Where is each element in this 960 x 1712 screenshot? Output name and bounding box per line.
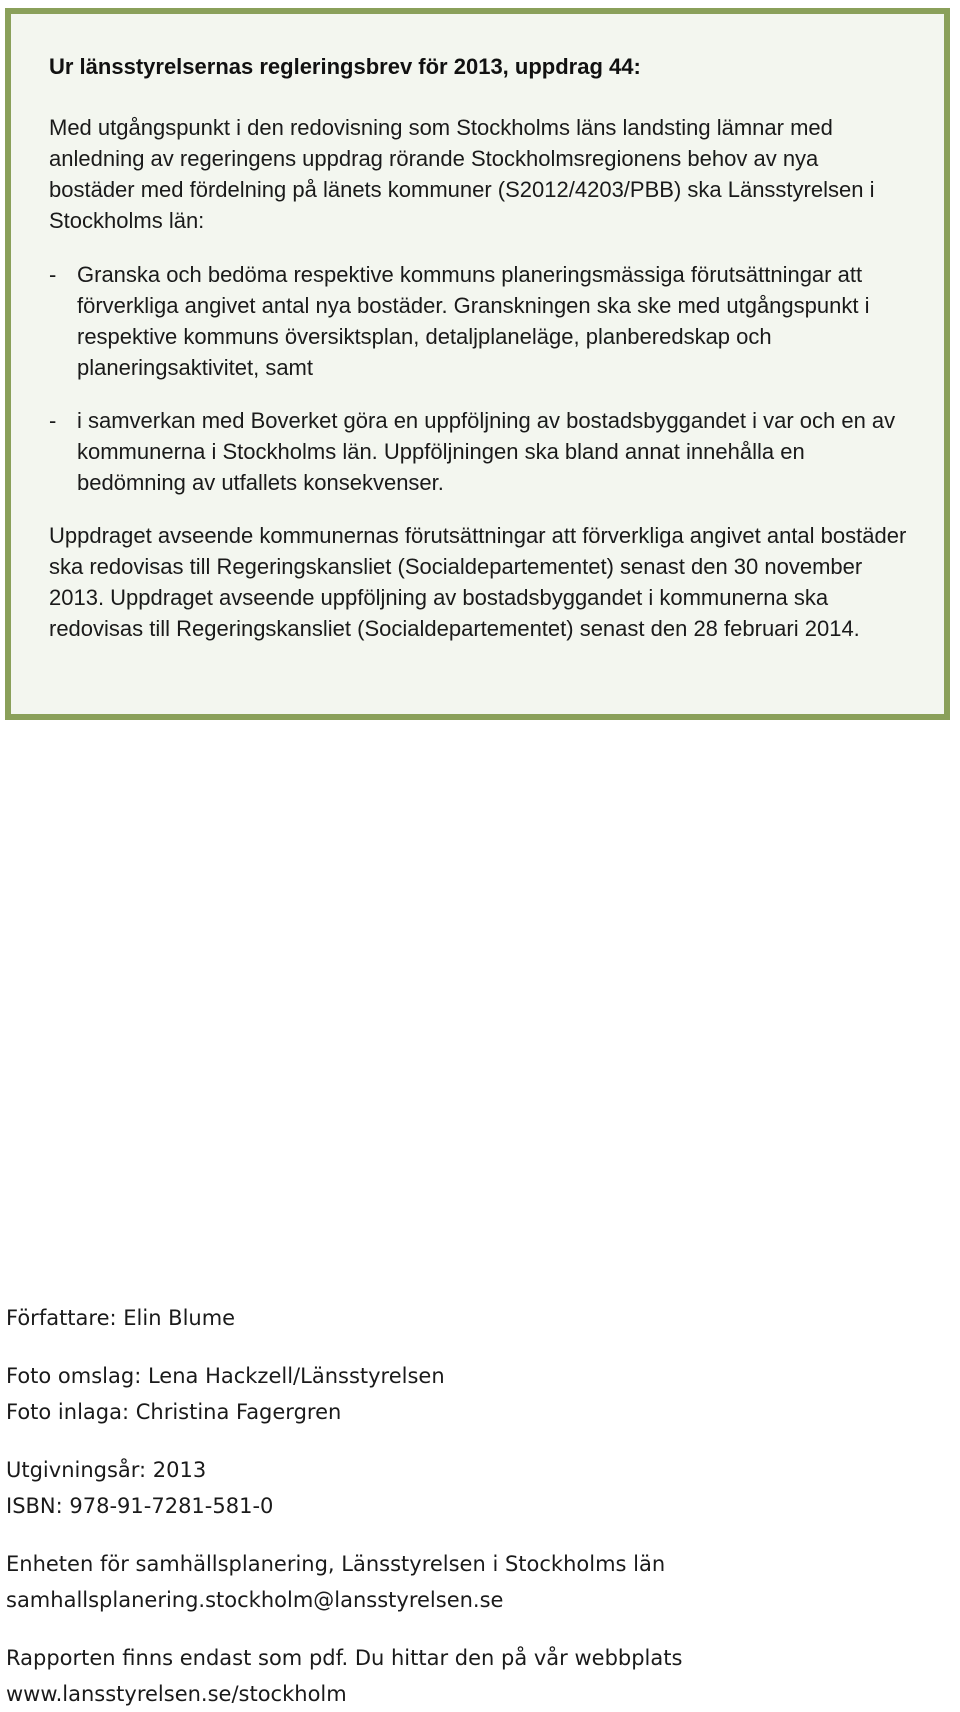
box-intro: Med utgångspunkt i den redovisning som Stockholms läns landsting lämnar med anledning av regeringens uppdrag rörande Stockholmsregionens behov av nya bostäder med fördelning på länets kommuner (S2012/4203/PBB) ska Länsstyrelsen i Stockholms län: xyxy=(49,115,875,233)
list-item-text: i samverkan med Boverket göra en uppföljning av bostadsbyggandet i var och en av kommunerna i Stockholms län. Uppföljningen ska bland annat innehålla en bedömning av utfallets konsekvenser. xyxy=(77,408,896,495)
box-outro: Uppdraget avseende kommunernas förutsättningar att förverkliga angivet antal bostäder ska redovisas till Regeringskansliet (Socialdepartementet) senast den 30 november 2013. Uppdraget avseende uppföljning av bostadsbyggandet i kommunerna ska redovisas till Regeringskansliet (Socialdepartementet) senast den 28 februari 2014. xyxy=(49,523,907,641)
list-dash: - xyxy=(49,262,57,287)
colophon xyxy=(6,1300,946,1712)
year-line: Utgivningsår: 2013 xyxy=(6,1458,207,1482)
regleringsbrev-box xyxy=(5,8,950,720)
list-item xyxy=(49,259,908,383)
list-item-text: Granska och bedöma respektive kommuns planeringsmässiga förutsättningar att förverkliga angivet antal nya bostäder. Granskningen ska ske med utgångspunkt i respektive kommuns översiktsplan, detaljplaneläge, planberedskap och planeringsaktivitet, samt xyxy=(77,262,870,380)
isbn-line: ISBN: 978-91-7281-581-0 xyxy=(6,1494,274,1518)
list-item xyxy=(49,405,908,498)
website-link[interactable]: www.lansstyrelsen.se/stockholm xyxy=(6,1682,347,1706)
photo-cover-line: Foto omslag: Lena Hackzell/Länsstyrelsen xyxy=(6,1364,445,1388)
list-dash: - xyxy=(49,408,57,433)
unit-line: Enheten för samhällsplanering, Länsstyrelsen i Stockholms län xyxy=(6,1552,666,1576)
pdf-note-line: Rapporten finns endast som pdf. Du hittar den på vår webbplats xyxy=(6,1646,683,1670)
author-line: Författare: Elin Blume xyxy=(6,1306,236,1330)
box-heading: Ur länsstyrelsernas regleringsbrev för 2013, uppdrag 44: xyxy=(49,54,641,79)
email-line[interactable]: samhallsplanering.stockholm@lansstyrelsen.se xyxy=(6,1588,504,1612)
photo-inner-line: Foto inlaga: Christina Fagergren xyxy=(6,1400,342,1424)
